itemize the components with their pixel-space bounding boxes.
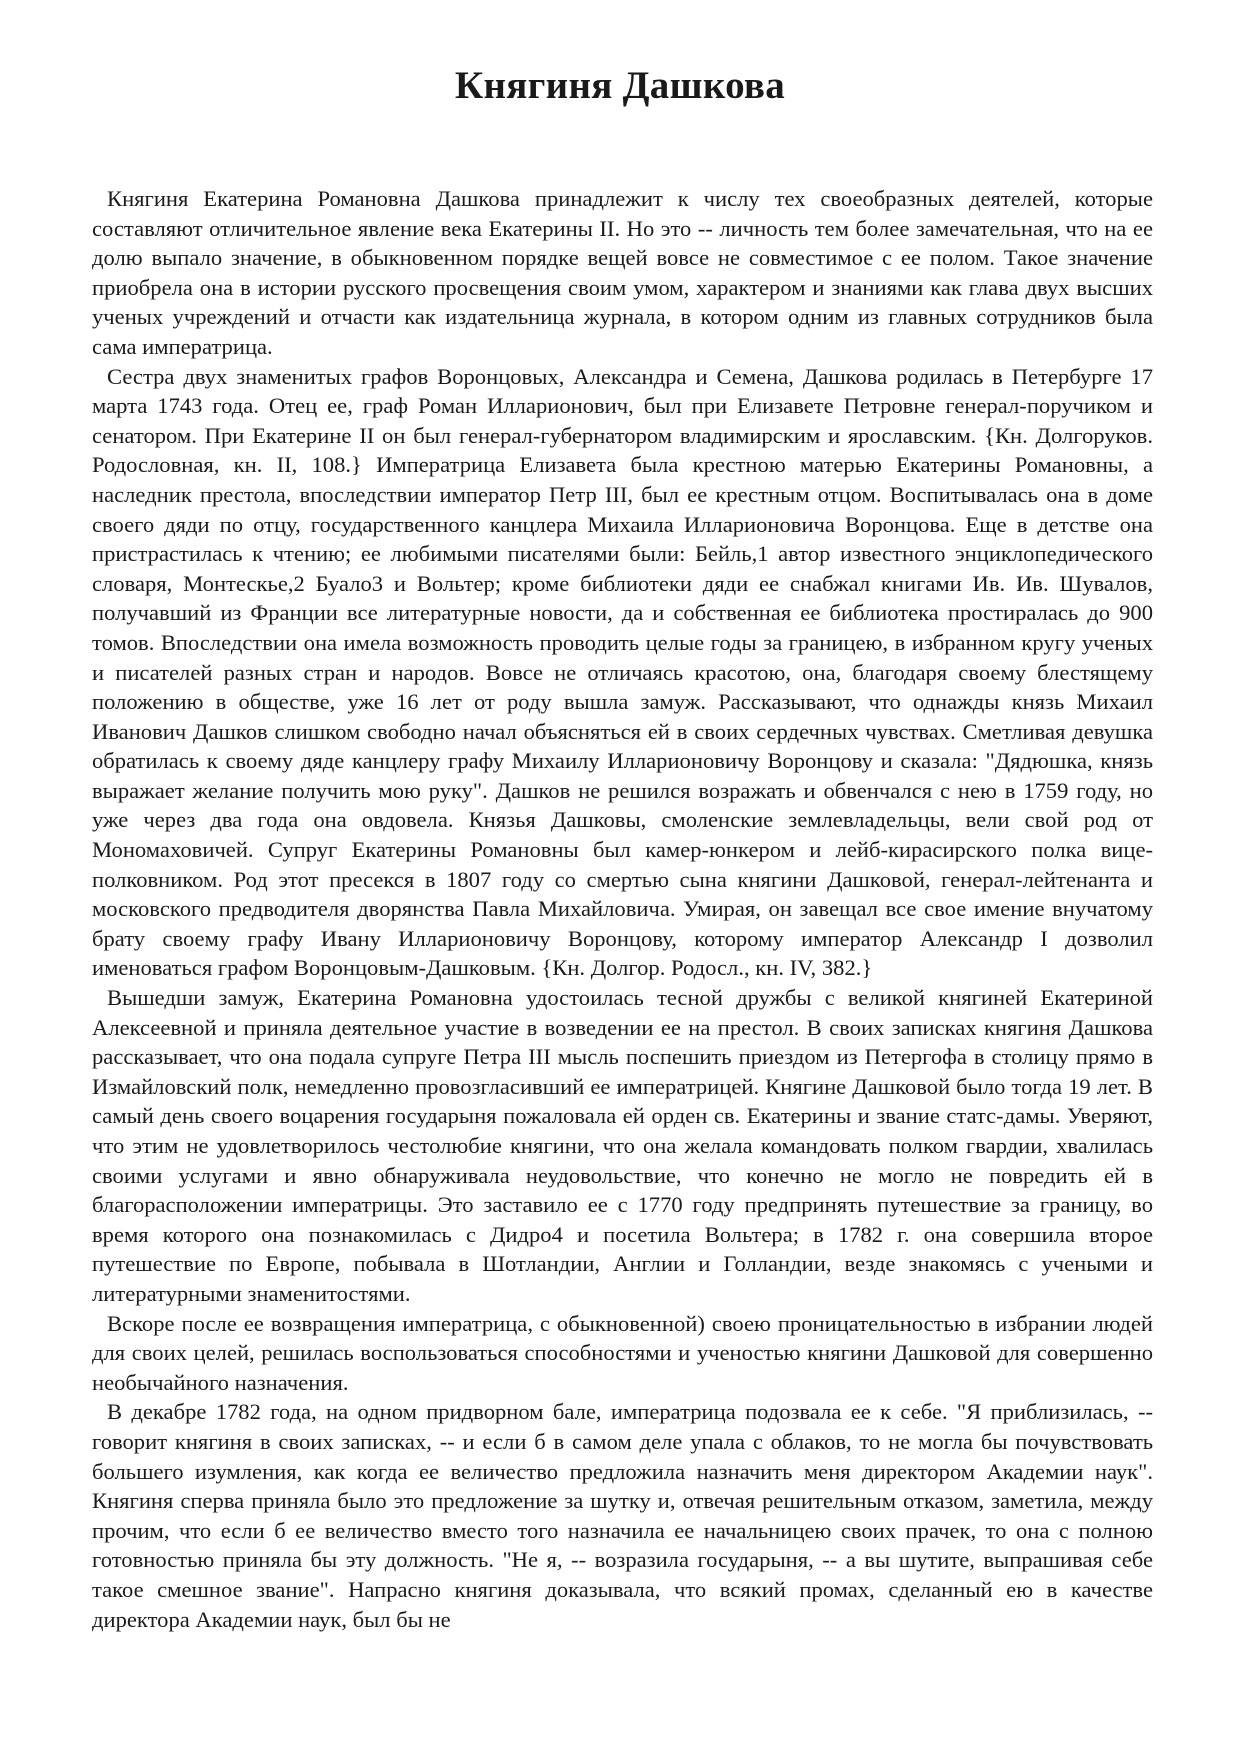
paragraph: Княгиня Екатерина Романовна Дашкова принадлежит к числу тех своеобразных деятелей, которые составляют отличительное явление века Екатерины II. Но это -- личность тем более замечательная, что на ее долю выпало значение, в обыкновенном порядке вещей вовсе не совместимое с ее полом. Такое значение приобрела она в истории русского просвещения своим умом, характером и знаниями как глава двух высших ученых учреждений и отчасти как издательница журнала, в котором одним из главных сотрудников была сама императрица. [92, 186, 1153, 359]
document-body [92, 184, 1153, 1634]
paragraph: Вышедши замуж, Екатерина Романовна удостоилась тесной дружбы с великой княгиней Екатериной Алексеевной и приняла деятельное участие в возведении ее на престол. В своих записках княгиня Дашкова рассказывает, что она подала супруге Петра III мысль поспешить приездом из Петергофа в столицу прямо в Измайловский полк, немедленно провозгласивший ее императрицей. Княгине Дашковой было тогда 19 лет. В самый день своего воцарения государыня пожаловала ей орден св. Екатерины и звание статс-дамы. Уверяют, что этим не удовлетворилось честолюбие княгини, что она желала командовать полком гвардии, хвалилась своими услугами и явно обнаруживала неудовольствие, что конечно не могло не повредить ей в благорасположении императрицы. Это заставило ее с 1770 году предпринять путешествие за границу, во время которого она познакомилась с Дидро4 и посетила Вольтера; в 1782 г. она совершила второе путешествие по Европе, побывала в Шотландии, Англии и Голландии, везде знакомясь с учеными и литературными знаменитостями. [92, 985, 1153, 1306]
paragraph: Вскоре после ее возвращения императрица, с обыкновенной) своею проницательностью в избрании людей для своих целей, решилась воспользоваться способностями и ученостью княгини Дашковой для совершенно необычайного назначения. [92, 1310, 1153, 1395]
paragraph: В декабре 1782 года, на одном придворном бале, императрица подозвала ее к себе. "Я приблизилась, -- говорит княгиня в своих записках, -- и если б в самом деле упала с облаков, то не могла бы почувствовать большего изумления, как когда ее величество предложила назначить меня директором Академии наук". Княгиня сперва приняла было это предложение за шутку и, отвечая решительным отказом, заметила, между прочим, что если б ее величество вместо того назначила ее начальницею своих прачек, то она с полною готовностью приняла бы эту должность. "Не я, -- возразила государыня, -- а вы шутите, выпрашивая себе такое смешное звание". Напрасно княгиня доказывала, что всякий промах, сделанный ею в качестве директора Академии наук, был бы не [92, 1399, 1153, 1632]
document-title: Княгиня Дашкова [454, 64, 786, 107]
paragraph: Сестра двух знаменитых графов Воронцовых, Александра и Семена, Дашкова родилась в Петербурге 17 марта 1743 года. Отец ее, граф Роман Илларионович, был при Елизавете Петровне генерал-поручиком и сенатором. При Екатерине II он был генерал-губернатором владимирским и ярославским. {Кн. Долгоруков. Родословная, кн. II, 108.} Императрица Елизавета была крестною матерью Екатерины Романовны, а наследник престола, впоследствии император Петр III, был ее крестным отцом. Воспитывалась она в доме своего дяди по отцу, государственного канцлера Михаила Илларионовича Воронцова. Еще в детстве она пристрастилась к чтению; ее любимыми писателями были: Бейль,1 автор известного энциклопедического словаря, Монтескье,2 Буало3 и Вольтер; кроме библиотеки дяди ее снабжал книгами Ив. Ив. Шувалов, получавший из Франции все литературные новости, да и собственная ее библиотека простиралась до 900 томов. Впоследствии она имела возможность проводить целые годы за границею, в избранном кругу ученых и писателей разных стран и народов. Вовсе не отличаясь красотою, она, благодаря своему блестящему положению в обществе, уже 16 лет от роду вышла замуж. Рассказывают, что однажды князь Михаил Иванович Дашков слишком свободно начал объясняться ей в своих сердечных чувствах. Сметливая девушка обратилась к своему дяде канцлеру графу Михаилу Илларионовичу Воронцову и сказала: "Дядюшка, князь выражает желание получить мою руку". Дашков не решился возражать и обвенчался с нею в 1759 году, но уже через два года она овдовела. Князья Дашковы, смоленские землевладельцы, вели свой род от Мономаховичей. Супруг Екатерины Романовны был камер-юнкером и лейб-кирасирского полка вице-полковником. Род этот пресекся в 1807 году со смертью сына княгини Дашковой, генерал-лейтенанта и московского предводителя дворянства Павла Михайловича. Умирая, он завещал все свое имение внучатому брату своему графу Ивану Илларионовичу Воронцову, которому император Александр I дозволил именоваться графом Воронцовым-Дашковым. {Кн. Долгор. Родосл., кн. IV, 382.} [92, 363, 1153, 981]
